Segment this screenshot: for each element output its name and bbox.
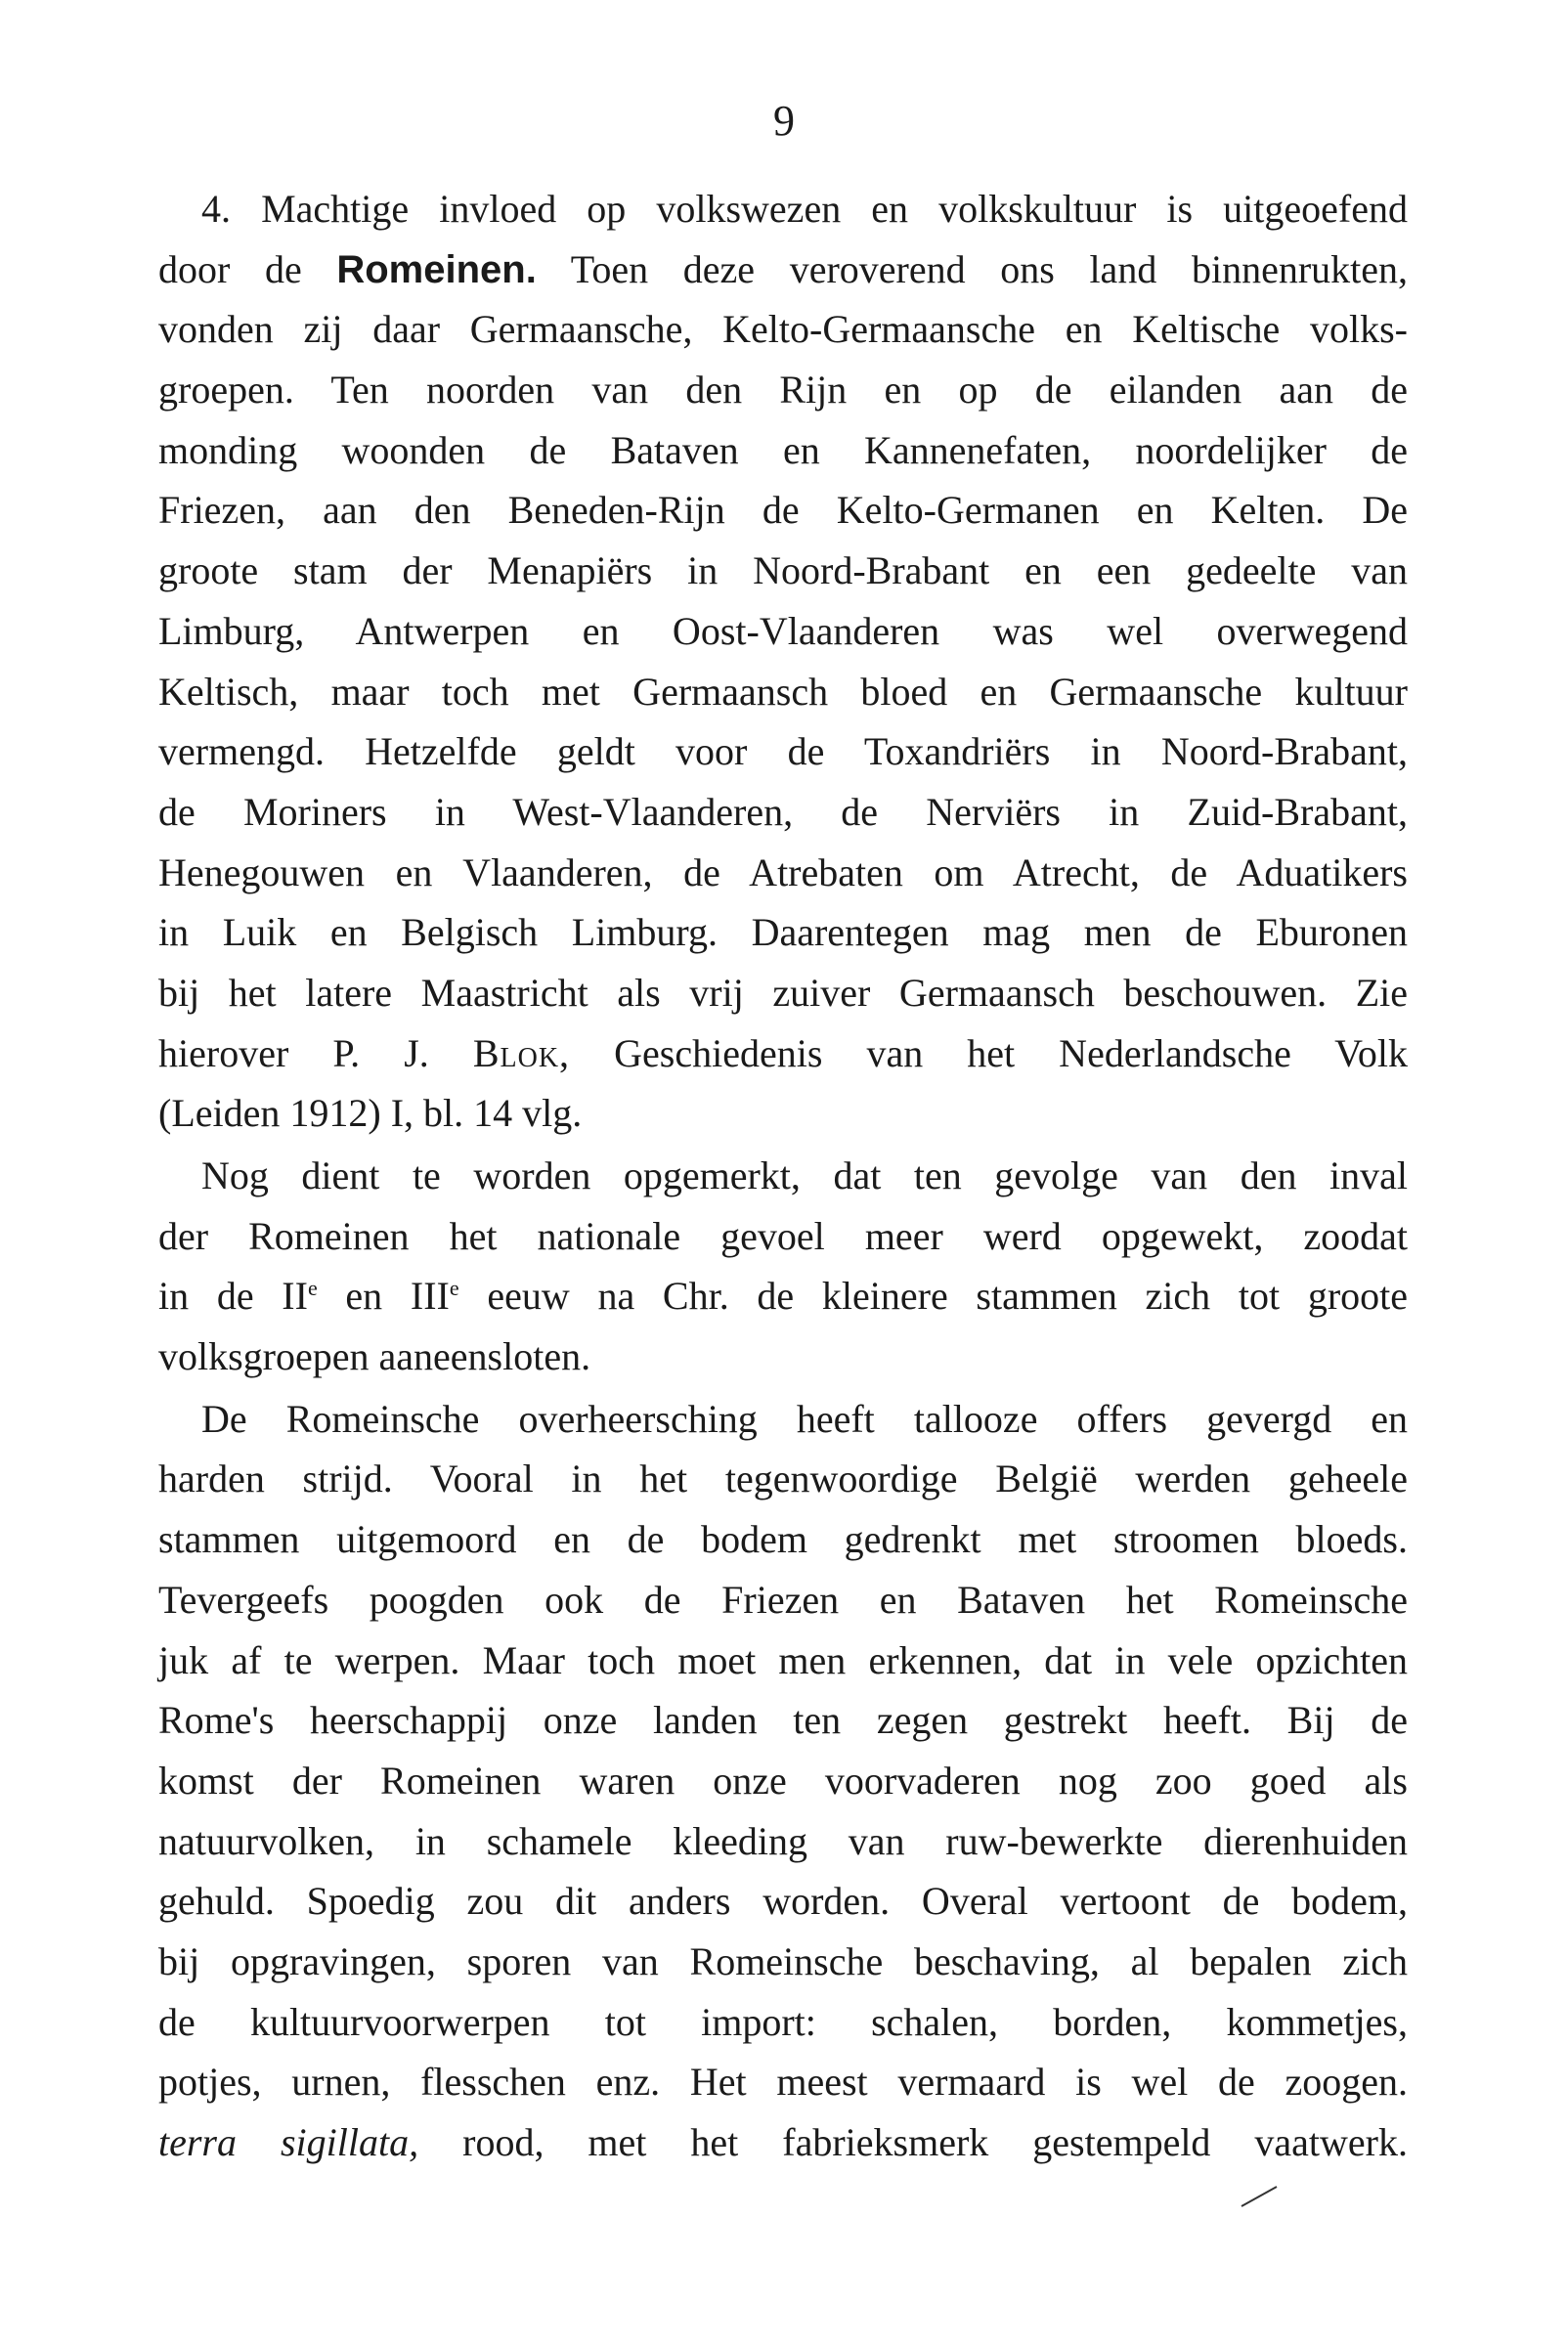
text-line: de Moriners in West-Vlaanderen, de Nerviërs in Zuid-Brabant,	[158, 789, 1408, 834]
text-line: groote stam der Menapiërs in Noord-Brabant en een gedeelte van	[158, 548, 1408, 593]
text-line: volksgroepen aaneensloten.	[158, 1334, 591, 1379]
text-segment: in de II	[158, 1274, 308, 1319]
text-line: potjes, urnen, flesschen enz. Het meest vermaard is wel de zoogen.	[158, 2060, 1408, 2105]
text-segment: Geschiedenis van het Nederlandsche Volk	[614, 1030, 1409, 1075]
text-segment: door de	[158, 246, 302, 291]
author-name-blok: Blok,	[472, 1030, 571, 1075]
text-line	[158, 1266, 1408, 1326]
text-segment: en III	[317, 1274, 450, 1319]
text-line: in Luik en Belgisch Limburg. Daarentegen mag men de Eburonen	[158, 910, 1408, 955]
text-line: monding woonden de Bataven en Kannenefaten, noordelijker de	[158, 427, 1408, 472]
text-line: Limburg, Antwerpen en Oost-Vlaanderen was wel overwegend	[158, 608, 1408, 653]
text-segment: eeuw na Chr. de kleinere stammen zich tot groote	[458, 1274, 1409, 1319]
text-line: Tevergeefs poogden ook de Friezen en Bataven het Romeinsche	[158, 1577, 1408, 1622]
text-line: juk af te werpen. Maar toch moet men erkennen, dat in vele opzichten	[158, 1637, 1408, 1682]
bold-term-romeinen: Romeinen.	[336, 247, 537, 291]
text-line	[158, 1023, 1408, 1084]
text-line	[158, 239, 1408, 300]
text-line: groepen. Ten noorden van den Rijn en op de eilanden aan de	[158, 368, 1408, 413]
text-segment: Toen deze veroverend ons land binnenrukten,	[570, 246, 1409, 291]
text-line	[158, 2112, 1408, 2173]
paragraph-romans-intro	[158, 179, 1408, 1144]
text-line: harden strijd. Vooral in het tegenwoordige België werden geheele	[158, 1457, 1408, 1501]
text-line: de kultuurvoorwerpen tot import: schalen, borden, kommetjes,	[158, 1999, 1408, 2044]
superscript: e	[449, 1276, 459, 1301]
paragraph-national-feeling	[158, 1146, 1408, 1387]
text-line: stammen uitgemoord en de bodem gedrenkt met stroomen bloeds.	[158, 1517, 1408, 1562]
body-text	[158, 179, 1408, 2173]
catchword-mark	[1240, 2185, 1279, 2208]
text-line: der Romeinen het nationale gevoel meer werd opgewekt, zoodat	[158, 1213, 1408, 1258]
text-line: De Romeinsche overheersching heeft tallooze offers gevergd en	[201, 1396, 1408, 1441]
text-line: komst der Romeinen waren onze voorvaderen nog zoo goed als	[158, 1758, 1408, 1803]
text-segment: rood, met het fabrieksmerk gestempeld vaatwerk.	[462, 2120, 1409, 2164]
text-line: vermengd. Hetzelfde geldt voor de Toxandriërs in Noord-Brabant,	[158, 729, 1408, 774]
text-line: vonden zij daar Germaansche, Kelto-Germaansche en Keltische volks-	[158, 307, 1408, 352]
text-line: Nog dient te worden opgemerkt, dat ten gevolge van den inval	[201, 1153, 1408, 1197]
italic-term-terra-sigillata: terra sigillata,	[158, 2120, 419, 2164]
superscript: e	[307, 1276, 318, 1301]
text-line: bij het latere Maastricht als vrij zuiver Germaansch beschouwen. Zie	[158, 970, 1408, 1015]
text-line: natuurvolken, in schamele kleeding van ruw-bewerkte dierenhuiden	[158, 1818, 1408, 1863]
text-line: 4. Machtige invloed op volkswezen en volkskultuur is uitgeoefend	[201, 187, 1408, 231]
text-line: bij opgravingen, sporen van Romeinsche beschaving, al bepalen zich	[158, 1938, 1408, 1983]
text-line: (Leiden 1912) I, bl. 14 vlg.	[158, 1091, 583, 1136]
text-line: Keltisch, maar toch met Germaansch bloed en Germaansche kultuur	[158, 669, 1408, 714]
text-segment: hierover P. J.	[158, 1030, 429, 1075]
paragraph-roman-domination	[158, 1389, 1408, 2173]
text-line: Rome's heerschappij onze landen ten zegen gestrekt heeft. Bij de	[158, 1698, 1408, 1743]
text-line: Henegouwen en Vlaanderen, de Atrebaten om Atrecht, de Aduatikers	[158, 849, 1408, 894]
text-line: gehuld. Spoedig zou dit anders worden. Overal vertoont de bodem,	[158, 1879, 1408, 1924]
page-number: 9	[773, 97, 795, 145]
text-line: Friezen, aan den Beneden-Rijn de Kelto-Germanen en Kelten. De	[158, 488, 1408, 533]
